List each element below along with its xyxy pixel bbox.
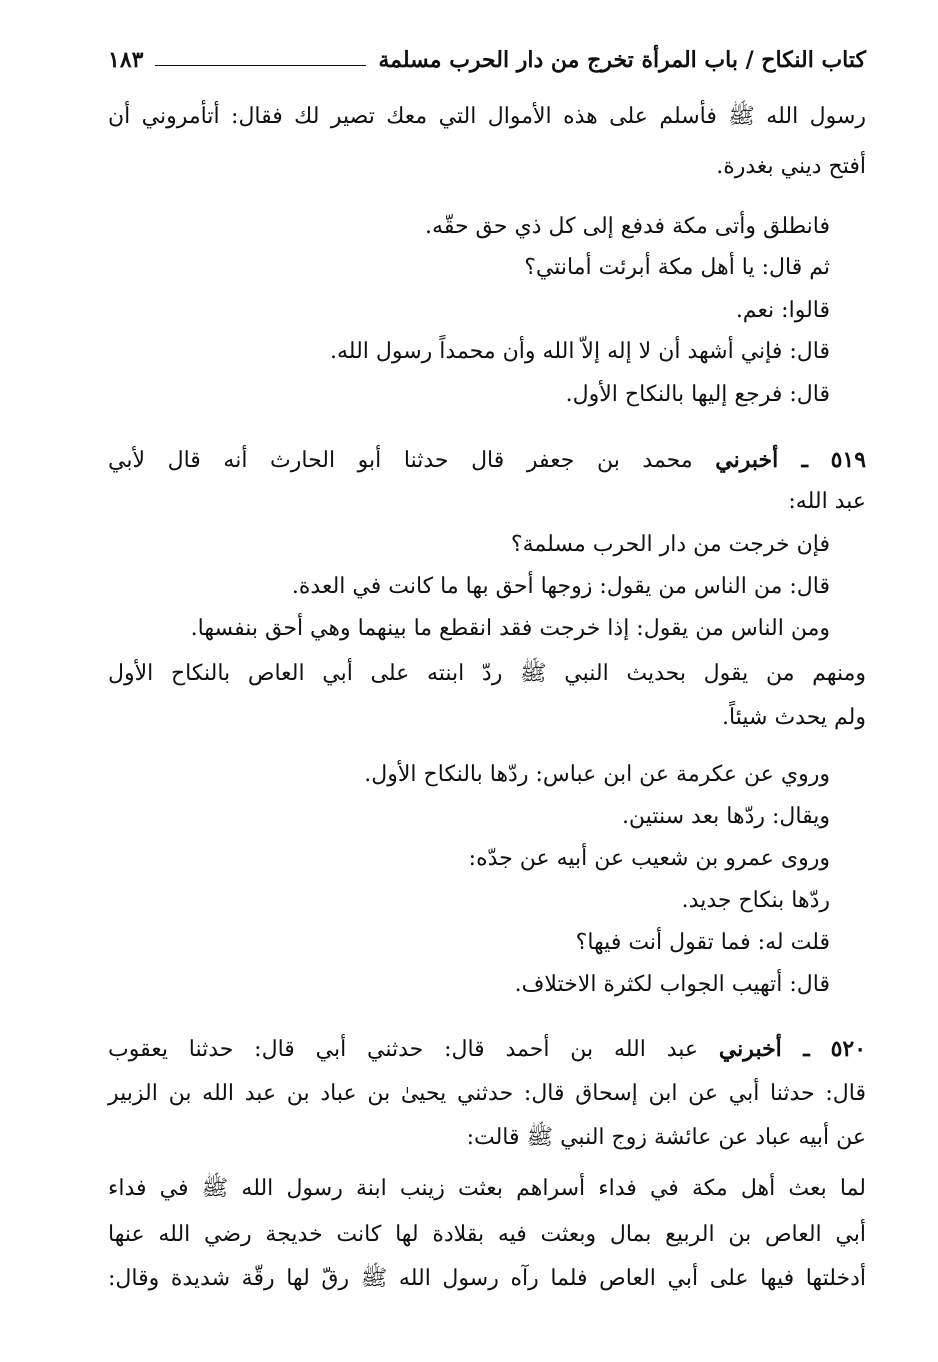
text-line: أفتح ديني بغدرة. <box>716 154 866 179</box>
text-line: ثم قال: يا أهل مكة أبرئت أمانتي؟ <box>524 255 830 280</box>
page-number: ١٨٣ <box>108 47 144 73</box>
text-line: قال: فإني أشهد أن لا إله إلاّ الله وأن محمداً رسول الله. <box>330 339 830 364</box>
text-line: قال: فرجع إليها بالنكاح الأول. <box>565 382 830 407</box>
text-line: وروي عن عكرمة عن ابن عباس: ردّها بالنكاح الأول. <box>364 762 830 787</box>
hadith-intro: أخبرني <box>715 447 779 473</box>
text-line: قال: أتهيب الجواب لكثرة الاختلاف. <box>514 972 830 997</box>
hadith-519-first-line: ٥١٩ ـ أخبرني محمد بن جعفر قال حدثنا أبو الحارث أنه قال لأبي <box>108 447 867 473</box>
text-line: قال: حدثنا أبي عن ابن إسحاق قال: حدثني يحيىٰ بن عباد بن عبد الله بن الزبير <box>108 1081 866 1106</box>
text-line: ومنهم من يقول بحديث النبي ﷺ ردّ ابنته على أبي العاص بالنكاح الأول <box>108 661 866 686</box>
hadith-520-first-line: ٥٢٠ ـ أخبرني عبد الله بن أحمد قال: حدثني أبي قال: حدثنا يعقوب <box>108 1036 867 1062</box>
text-line: فإن خرجت من دار الحرب مسلمة؟ <box>510 532 830 557</box>
text-line: رسول الله ﷺ فأسلم على هذه الأموال التي معك تصير لك فقال: أتأمروني أن <box>108 104 866 129</box>
header-title: كتاب النكاح / باب المرأة تخرج من دار الحرب مسلمة <box>378 47 866 73</box>
hadith-number: ٥١٩ <box>830 447 867 473</box>
text-line: أبي العاص بن الربيع بمال وبعثت فيه بقلادة لها كانت خديجة رضي الله عنها <box>108 1222 866 1247</box>
text-line: قلت له: فما تقول أنت فيها؟ <box>575 930 830 955</box>
text-line: ولم يحدث شيئاً. <box>722 705 866 730</box>
text-line: عن أبيه عباد عن عائشة زوج النبي ﷺ قالت: <box>466 1125 866 1150</box>
running-header <box>108 40 866 80</box>
text-line: لما بعث أهل مكة في فداء أسراهم بعثت زينب ابنة رسول الله ﷺ في فداء <box>108 1176 866 1201</box>
text-line: ردّها بنكاح جديد. <box>681 888 830 913</box>
hadith-intro: أخبرني <box>718 1036 782 1062</box>
header-rule <box>155 65 366 66</box>
text-line: وروى عمرو بن شعيب عن أبيه عن جدّه: <box>468 846 830 871</box>
text-line: عبد الله بن أحمد قال: حدثني أبي قال: حدثنا يعقوب <box>108 1037 699 1062</box>
text-line: ويقال: ردّها بعد سنتين. <box>621 804 830 829</box>
text-line: قال: من الناس من يقول: زوجها أحق بها ما كانت في العدة. <box>291 574 830 599</box>
hadith-number: ٥٢٠ <box>830 1036 867 1062</box>
text-line: عبد الله: <box>788 489 866 514</box>
text-line: أدخلتها فيها على أبي العاص فلما رآه رسول الله ﷺ رقّ لها رقّة شديدة وقال: <box>108 1266 866 1291</box>
text-line: ومن الناس من يقول: إذا خرجت فقد انقطع ما بينهما وهي أحق بنفسها. <box>190 616 830 641</box>
text-line: فانطلق وأتى مكة فدفع إلى كل ذي حق حقّه. <box>425 214 830 239</box>
text-line: محمد بن جعفر قال حدثنا أبو الحارث أنه قال لأبي <box>108 448 693 473</box>
text-line: قالوا: نعم. <box>735 298 830 323</box>
